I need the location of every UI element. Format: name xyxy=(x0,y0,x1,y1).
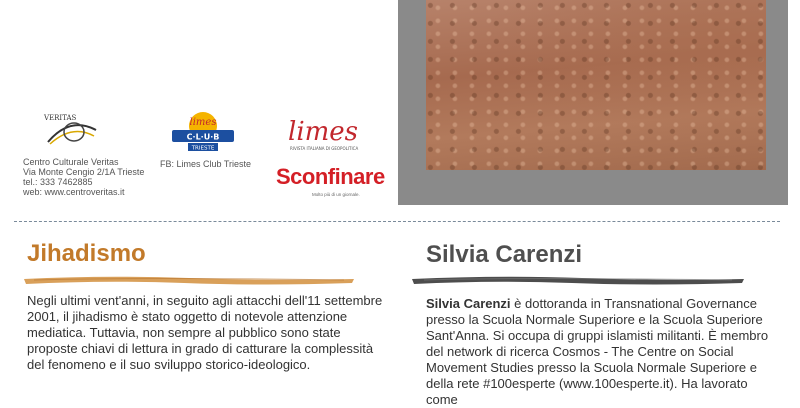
fb-label: FB: Limes Club Trieste xyxy=(160,159,252,169)
section-divider xyxy=(14,221,780,222)
jihad-text: Negli ultimi vent'anni, in seguito agli attacchi dell'11 settembre 2001, il jihadismo è stato oggetto di notevole attenzione mediatica. Tuttavia, non sempre al pubblico sono state proposte chiavi di lettura in grado di catturare la complessità del fenomeno e il suo sviluppo storico-ideologico. xyxy=(27,293,383,372)
limes-logo xyxy=(284,114,374,154)
orange-brush-stroke xyxy=(24,274,354,286)
veritas-word: VERITAS xyxy=(44,114,77,122)
limes-club-mid: C·L·U·B xyxy=(186,132,220,142)
speaker-heading: Silvia Carenzi xyxy=(426,241,583,268)
sconfinare-logo xyxy=(276,164,385,200)
jihad-heading: Jihadismo xyxy=(27,240,146,267)
sconfinare-word: Sconfinare xyxy=(276,164,385,189)
limes-club-city: TRIESTE xyxy=(191,145,215,152)
gray-brush-stroke xyxy=(412,274,744,286)
veritas-line: web: www.centroveritas.it xyxy=(23,187,125,197)
veritas-logo xyxy=(40,108,100,154)
speaker-bio-text: è dottoranda in Transnational Governance presso la Scuola Normale Superiore e la Scuola Superiore Sant'Anna. Si occupa di gruppi islamisti militanti. È membro del network di ricerca Cosmos - The Centre on Social Movement Studies presso la Scuola Normale Superiore e della rete #100esperte (www.100esperte.it). Ha lavorato come xyxy=(426,296,769,407)
veritas-line: Centro Culturale Veritas xyxy=(23,157,119,167)
veritas-line: Via Monte Cengio 2/1A Trieste xyxy=(23,167,145,177)
speaker-bio xyxy=(426,296,776,408)
sconfinare-tagline: Molto più di un giornale. xyxy=(312,192,360,197)
desert-photo xyxy=(426,0,766,170)
cut-off-subtitle xyxy=(26,0,346,8)
speaker-name: Silvia Carenzi xyxy=(426,296,511,311)
limes-word: limes xyxy=(288,117,359,147)
veritas-line: tel.: 333 7462885 xyxy=(23,177,93,187)
limes-club-top: limes xyxy=(189,117,217,128)
limes-club-logo xyxy=(170,110,236,154)
limes-tagline: RIVISTA ITALIANA DI GEOPOLITICA xyxy=(290,146,359,151)
veritas-address xyxy=(23,157,144,197)
